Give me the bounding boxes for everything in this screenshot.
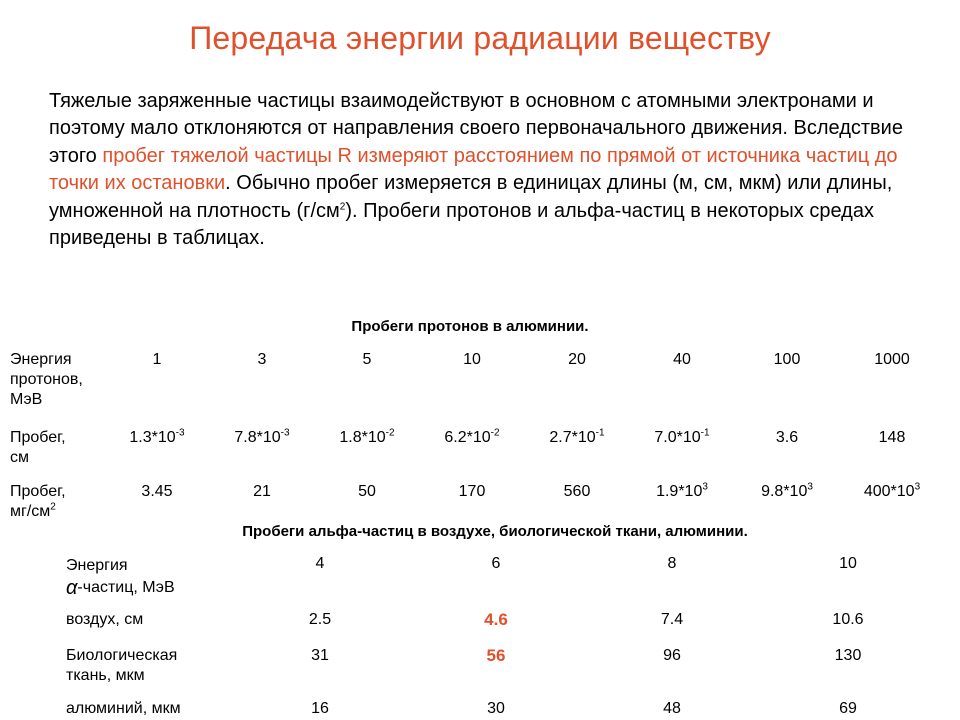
- table2-energy-label: [66, 556, 175, 598]
- range-mg-cell: [102, 482, 212, 502]
- range-cm-cell: [417, 428, 527, 448]
- label-text: -частиц, МэВ: [77, 579, 175, 596]
- label-line: [10, 502, 66, 522]
- energy-cell: 20: [568, 351, 586, 368]
- label-sup: 2: [50, 501, 56, 513]
- range-mg-cell: [417, 482, 527, 502]
- alpha-energy-cell: 6: [491, 555, 501, 572]
- bio-cell: 31: [311, 647, 329, 664]
- paragraph-highlight: пробег тяжелой частицы R измеряют расстоянием по прямой от источника частиц до точки их остановки: [49, 144, 898, 195]
- cell-exponent: 3: [702, 481, 708, 493]
- intro-paragraph: [49, 88, 929, 252]
- energy-cell: 1: [152, 351, 162, 368]
- range-mg-cell: [207, 482, 317, 502]
- cell-base: 9.8*10: [761, 483, 808, 500]
- range-mg-cell: [837, 482, 947, 502]
- cell-exponent: 3: [914, 481, 921, 493]
- cell-exponent: -2: [385, 427, 395, 439]
- cell-base: 170: [458, 483, 486, 500]
- paragraph-part-1: Тяжелые заряженные частицы взаимодействуют в основном с атомными электронами и поэтому мало отклоняются от направления своего первоначального движения. Вследствие этого: [49, 90, 903, 167]
- cell-exponent: -1: [595, 427, 605, 439]
- range-cm-cell: [627, 428, 737, 448]
- air-cell: 4.6: [484, 610, 508, 629]
- cell-exponent: -1: [700, 427, 710, 439]
- cell-base: 400*10: [863, 483, 915, 500]
- alpha-energy-cell: 10: [839, 555, 857, 572]
- range-cm-cell: [522, 428, 632, 448]
- cell-base: 7.8*10: [234, 429, 281, 446]
- al-cell: 48: [663, 700, 681, 717]
- range-cm-cell: [732, 428, 842, 448]
- range-mg-cell: [627, 482, 737, 502]
- energy-cell: 40: [673, 351, 691, 368]
- paragraph-part-4: ). Пробеги протонов и альфа-частиц в некоторых средах приведены в таблицах.: [49, 199, 874, 250]
- al-cell: 69: [839, 700, 857, 717]
- range-mg-cell: [732, 482, 842, 502]
- range-cm-cell: [207, 428, 317, 448]
- bio-cell: 96: [663, 647, 681, 664]
- bio-cell: 130: [834, 647, 862, 664]
- table2-caption: Пробеги альфа-частиц в воздухе, биологической ткани, алюминии.: [242, 523, 748, 540]
- cell-base: 7.0*10: [654, 429, 701, 446]
- label-line: Пробег,: [10, 483, 66, 500]
- alpha-symbol: α: [66, 577, 78, 599]
- label-line: Пробег,: [10, 429, 66, 446]
- energy-cell: 1000: [874, 351, 910, 368]
- paragraph-part-3: . Обычно пробег измеряется в единицах длины (м, см, мкм) или длины, умноженной на плотность (г/см: [49, 172, 893, 222]
- cell-exponent: 3: [807, 481, 813, 493]
- alpha-energy-cell: 4: [315, 555, 325, 572]
- range-cm-cell: [837, 428, 947, 448]
- cell-exponent: -2: [490, 427, 500, 439]
- bio-cell: 56: [486, 646, 506, 665]
- energy-cell: 10: [463, 351, 481, 368]
- energy-cell: 5: [362, 351, 372, 368]
- table1-range-mg-label: [10, 482, 66, 522]
- cell-base: 148: [878, 429, 906, 446]
- cell-base: 6.2*10: [444, 429, 491, 446]
- cell-base: 3.6: [775, 429, 799, 446]
- alpha-energy-cell: 8: [667, 555, 677, 572]
- label-line: протонов,: [10, 371, 83, 388]
- label-line: Энергия: [10, 351, 72, 368]
- cell-base: 1.3*10: [129, 429, 176, 446]
- table2-air-label: воздух, см: [66, 611, 144, 628]
- label-line: см: [10, 449, 29, 466]
- cell-base: 3.45: [141, 483, 173, 500]
- range-cm-cell: [102, 428, 212, 448]
- slide-title: Передача энергии радиации веществу: [189, 20, 771, 56]
- cell-exponent: -3: [280, 427, 290, 439]
- cell-base: 50: [358, 483, 376, 500]
- label-line: ткань, мкм: [66, 667, 145, 684]
- cell-base: 1.8*10: [339, 429, 386, 446]
- range-mg-cell: [522, 482, 632, 502]
- table1-range-cm-label: [10, 428, 66, 468]
- label-line: Биологическая: [66, 647, 178, 664]
- energy-cell: 3: [257, 351, 267, 368]
- paragraph-sup: 2: [339, 200, 346, 212]
- range-cm-cell: [312, 428, 422, 448]
- al-cell: 16: [311, 700, 329, 717]
- label-text: мг/см: [10, 503, 51, 520]
- air-cell: 7.4: [660, 611, 684, 628]
- cell-base: 560: [563, 483, 591, 500]
- range-mg-cell: [312, 482, 422, 502]
- label-line: Энергия: [66, 557, 128, 574]
- al-cell: 30: [487, 700, 505, 717]
- air-cell: 2.5: [308, 611, 332, 628]
- table1-energy-label: [10, 350, 83, 410]
- cell-exponent: -3: [175, 427, 185, 439]
- energy-cell: 100: [773, 351, 801, 368]
- label-line: [66, 576, 175, 598]
- air-cell: 10.6: [832, 611, 864, 628]
- table2-al-label: алюминий, мкм: [66, 700, 181, 717]
- label-line: МэВ: [10, 391, 43, 408]
- cell-base: 21: [253, 483, 271, 500]
- cell-base: 1.9*10: [656, 483, 703, 500]
- table1-caption: Пробеги протонов в алюминии.: [351, 318, 589, 335]
- table2-bio-label: [66, 646, 177, 686]
- cell-base: 2.7*10: [549, 429, 596, 446]
